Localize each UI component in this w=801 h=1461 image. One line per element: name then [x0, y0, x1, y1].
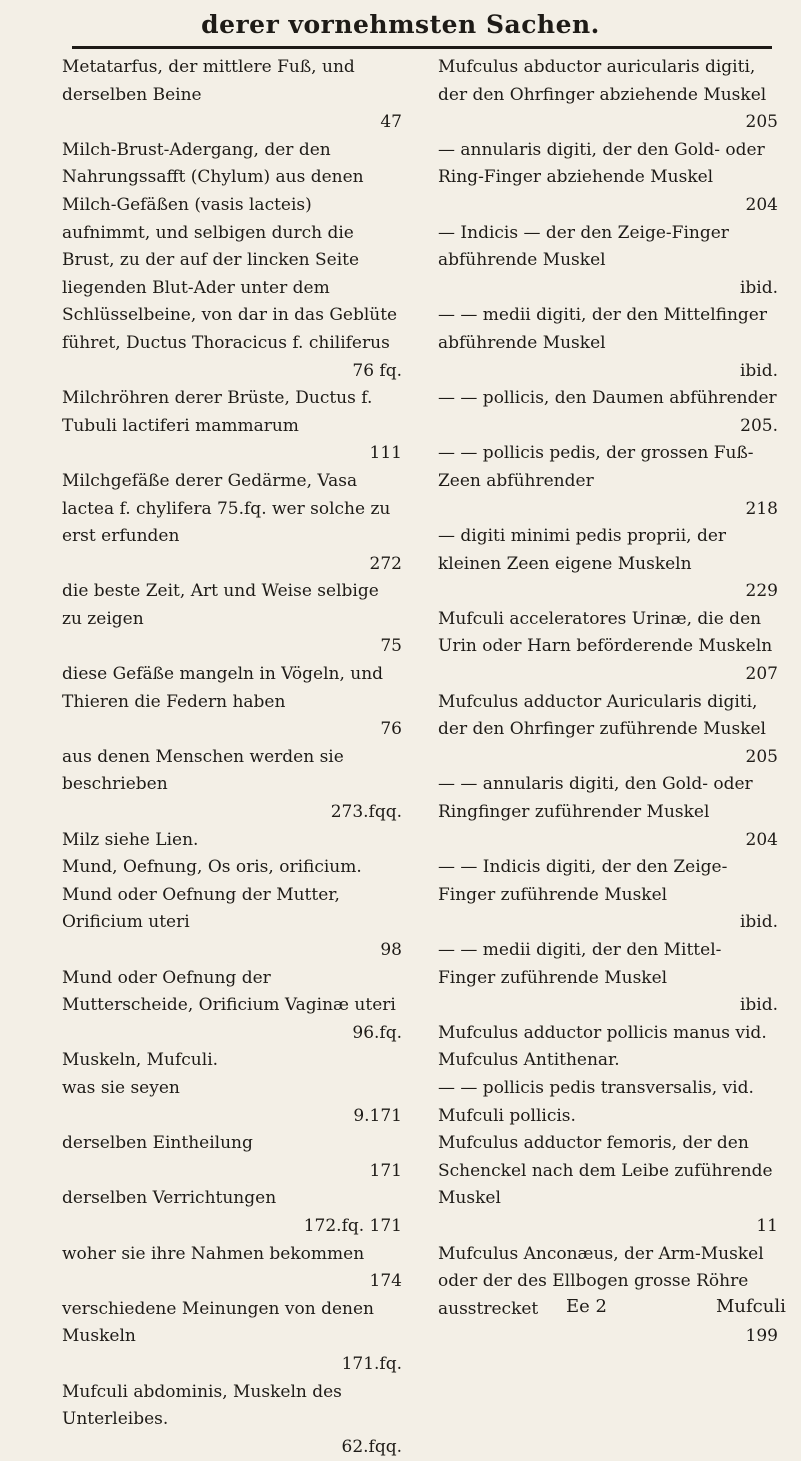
- index-entry: [438, 937, 778, 1020]
- entry-text: — — pollicis pedis, der grossen Fuß-Zeen abführender: [438, 440, 778, 495]
- entry-text: — digiti minimi pedis proprii, der kleinen Zeen eigene Muskeln: [438, 523, 778, 578]
- index-entry: [438, 302, 778, 385]
- entry-text: — annularis digiti, der den Gold- oder Ring-Finger abziehende Muskel: [438, 137, 778, 192]
- index-entry: [438, 385, 778, 440]
- entry-page: 229: [438, 578, 778, 606]
- entry-text: Mufculus adductor pollicis manus vid. Mufculus Antithenar.: [438, 1020, 778, 1075]
- entry-page: 76: [62, 716, 402, 744]
- entry-text: Mufculus Anconæus, der Arm-Muskel oder der des Ellbogen grosse Röhre ausstrecket: [438, 1241, 778, 1324]
- index-entry: [438, 771, 778, 854]
- entry-text: — — medii digiti, der den Mittel-Finger zuführende Muskel: [438, 937, 778, 992]
- entry-text: — — pollicis pedis transversalis, vid. Mufculi pollicis.: [438, 1075, 778, 1130]
- entry-text: was sie seyen: [62, 1075, 402, 1103]
- index-entry: [438, 1020, 778, 1075]
- index-entry: [62, 578, 402, 661]
- entry-page: ibid.: [438, 909, 778, 937]
- entry-text: — — Indicis digiti, der den Zeige-Finger zuführende Muskel: [438, 854, 778, 909]
- running-header: derer vornehmsten Sachen.: [0, 10, 801, 39]
- entry-page: 218: [438, 496, 778, 524]
- entry-page: 11: [438, 1213, 778, 1241]
- entry-text: Mufculus abductor auricularis digiti, der den Ohrfinger abziehende Muskel: [438, 54, 778, 109]
- index-entry: [438, 54, 778, 137]
- entry-text: derselben Eintheilung: [62, 1130, 402, 1158]
- index-entry: [438, 523, 778, 606]
- entry-page: 199: [438, 1323, 778, 1351]
- index-entry: [62, 854, 402, 882]
- entry-page: ibid.: [438, 358, 778, 386]
- entry-page: 98: [62, 937, 402, 965]
- entry-page: 76 fq.: [62, 358, 402, 386]
- entry-text: Mufculi abdominis, Muskeln des Unterleibes.: [62, 1379, 402, 1434]
- entry-page: ibid.: [438, 992, 778, 1020]
- entry-text: verschiedene Meinungen von denen Muskeln: [62, 1296, 402, 1351]
- entry-page: 172.fq. 171: [62, 1213, 402, 1241]
- entry-page: 204: [438, 192, 778, 220]
- entry-text: Mufculus adductor Auricularis digiti, der den Ohrfinger zuführende Muskel: [438, 689, 778, 744]
- entry-text: woher sie ihre Nahmen bekommen: [62, 1241, 402, 1269]
- entry-text: Milz siehe Lien.: [62, 827, 402, 855]
- entry-text: diese Gefäße mangeln in Vögeln, und Thieren die Federn haben: [62, 661, 402, 716]
- entry-text: Mufculi acceleratores Urinæ, die den Urin oder Harn beförderende Muskeln: [438, 606, 778, 661]
- header-rule: [72, 46, 772, 49]
- entry-text: Metatarfus, der mittlere Fuß, und derselben Beine: [62, 54, 402, 109]
- entry-page: 204: [438, 827, 778, 855]
- entry-page: 174: [62, 1268, 402, 1296]
- entry-text: — — medii digiti, der den Mittelfinger abführende Muskel: [438, 302, 778, 357]
- entry-page: 96.fq.: [62, 1020, 402, 1048]
- index-entry: [62, 54, 402, 137]
- entry-text: die beste Zeit, Art und Weise selbige zu zeigen: [62, 578, 402, 633]
- entry-page: 171: [62, 1158, 402, 1186]
- index-entry: [438, 1075, 778, 1130]
- index-entry: [62, 468, 402, 578]
- index-entry: [62, 1241, 402, 1296]
- index-entry: [438, 854, 778, 937]
- index-entry: [62, 385, 402, 468]
- entry-page: 62.fqq.: [62, 1434, 402, 1461]
- entry-page: 9.171: [62, 1103, 402, 1131]
- entry-page: 207: [438, 661, 778, 689]
- index-entry: [62, 661, 402, 744]
- catchword: Mufculi: [716, 1296, 786, 1317]
- entry-text: — — pollicis, den Daumen abführender: [438, 385, 778, 413]
- index-entry: [62, 827, 402, 855]
- index-entry: [438, 137, 778, 220]
- entry-text: Mund oder Oefnung der Mutterscheide, Orificium Vaginæ uteri: [62, 965, 402, 1020]
- entry-page: 75: [62, 633, 402, 661]
- entry-page: 171.fq.: [62, 1351, 402, 1379]
- index-entry: [62, 965, 402, 1048]
- entry-page: 47: [62, 109, 402, 137]
- index-entry: [438, 220, 778, 303]
- entry-page: 205: [438, 744, 778, 772]
- index-entry: [62, 1047, 402, 1075]
- entry-text: — Indicis — der den Zeige-Finger abführende Muskel: [438, 220, 778, 275]
- index-entry: [62, 1296, 402, 1379]
- index-entry: [62, 1075, 402, 1130]
- right-column: [438, 54, 778, 1351]
- index-entry: [62, 882, 402, 965]
- entry-text: Milchröhren derer Brüste, Ductus f. Tubuli lactiferi mammarum: [62, 385, 402, 440]
- left-column: [62, 54, 402, 1461]
- entry-text: Milch-Brust-Adergang, der den Nahrungssafft (Chylum) aus denen Milch-Gefäßen (vasis lacteis) aufnimmt, und selbigen durch die Brust, zu der auf der lincken Seite liegenden Blut-Ader unter dem Schlüsselbeine, von dar in das Geblüte führet, Ductus Thoracicus f. chiliferus: [62, 137, 402, 358]
- index-entry: [62, 744, 402, 827]
- index-entry: [62, 1185, 402, 1240]
- entry-page: ibid.: [438, 275, 778, 303]
- entry-text: Mund oder Oefnung der Mutter, Orificium uteri: [62, 882, 402, 937]
- index-entry: [438, 1130, 778, 1240]
- signature-mark: Ee 2: [566, 1296, 607, 1317]
- entry-text: Mufculus adductor femoris, der den Schenckel nach dem Leibe zuführende Muskel: [438, 1130, 778, 1213]
- index-entry: [62, 137, 402, 385]
- entry-text: — — annularis digiti, den Gold- oder Ringfinger zuführender Muskel: [438, 771, 778, 826]
- index-entry: [438, 689, 778, 772]
- entry-text: derselben Verrichtungen: [62, 1185, 402, 1213]
- entry-page: 272: [62, 551, 402, 579]
- entry-page: 205: [438, 109, 778, 137]
- entry-page: 205.: [438, 413, 778, 441]
- entry-text: Mund, Oefnung, Os oris, orificium.: [62, 854, 402, 882]
- entry-page: 273.fqq.: [62, 799, 402, 827]
- entry-text: aus denen Menschen werden sie beschrieben: [62, 744, 402, 799]
- index-entry: [62, 1130, 402, 1185]
- entry-text: Muskeln, Mufculi.: [62, 1047, 402, 1075]
- index-entry: [438, 440, 778, 523]
- index-entry: [62, 1379, 402, 1461]
- index-entry: [438, 606, 778, 689]
- entry-text: Milchgefäße derer Gedärme, Vasa lactea f. chylifera 75.fq. wer solche zu erst erfunden: [62, 468, 402, 551]
- entry-page: 111: [62, 440, 402, 468]
